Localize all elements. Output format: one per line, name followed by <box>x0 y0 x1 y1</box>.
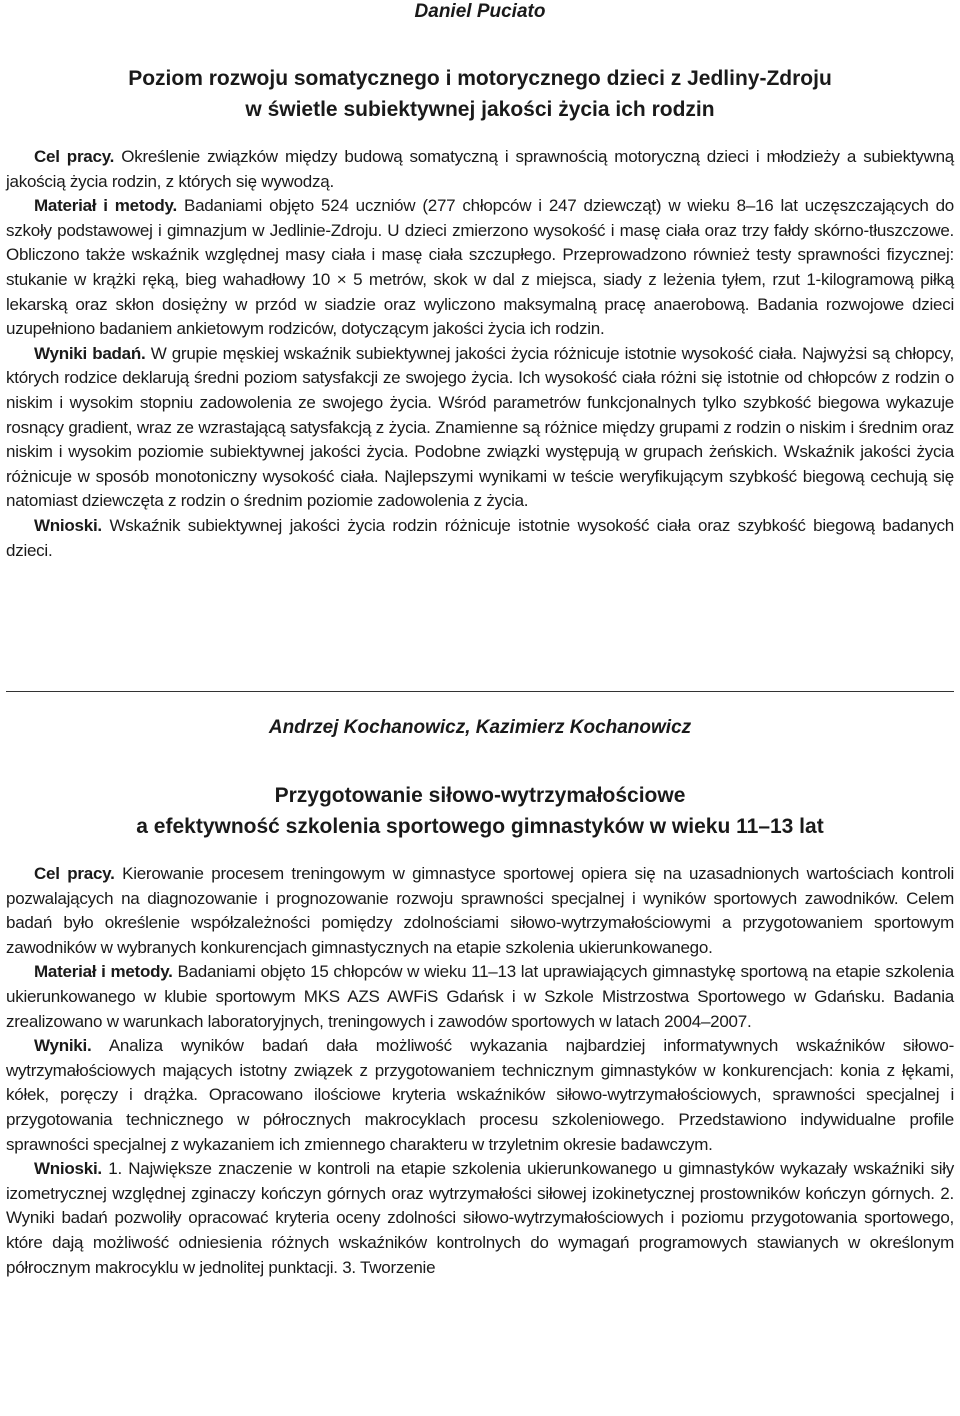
article2-title-line1: Przygotowanie siłowo-wytrzymałościowe <box>274 784 686 807</box>
section-text: Badaniami objęto 15 chłopców w wieku 11–13 lat uprawiających gimnastykę sportową na etapie szkolenia ukierunkowanego w klubie sportowym MKS AZS AWFiS Gdańsk i w Szkole Mistrzostwa Sportowego w Gdańsku. Badania zrealizowano w warunkach laboratoryjnych, treningowych i zawodów sportowych w latach 2004–2007. <box>6 962 954 1031</box>
article2-title-line2: a efektywność szkolenia sportowego gimnastyków w wieku 11–13 lat <box>136 815 824 838</box>
article2-author: Andrzej Kochanowicz, Kazimierz Kochanowicz <box>268 717 692 738</box>
article1-section-aim <box>6 145 954 194</box>
article1-title <box>0 63 960 125</box>
article2-title <box>0 780 960 842</box>
section-text: Analiza wyników badań dała możliwość wykazania najbardziej informatywnych wskaźników siłowo-wytrzymałościowych mających istotny związek z przygotowaniem technicznym gimnastyków w konkurencjach: konia z łękami, kółek, poręczy i drążka. Opracowano ilościowe kryteria wskaźników siłowo-wytrzymałościowych, sprawności specjalnej i przygotowania technicznego w półrocznych makrocyklach procesu szkoleniowego. Przedstawiono indywidualne profile sprawności specjalnej z wykazaniem ich zmiennego charakteru w trzyletnim okresie badawczym. <box>6 1036 954 1154</box>
article1-title-line1: Poziom rozwoju somatycznego i motorycznego dzieci z Jedliny-Zdroju <box>128 67 832 90</box>
section-label: Cel pracy. <box>34 147 115 166</box>
section-label: Wnioski. <box>34 1159 102 1179</box>
section-text: Określenie związków między budową somatyczną i sprawnością motoryczną dzieci i młodzieży a subiektywną jakością życia rodzin, z których się wywodzą. <box>6 147 954 191</box>
article2-section-methods <box>6 960 954 1034</box>
article2-abstract <box>6 862 954 1280</box>
section-text: W grupie męskiej wskaźnik subiektywnej jakości życia różnicuje istotnie wysokość ciała. Najwyżsi są chłopcy, których rodzice deklarują średni poziom satysfakcji ze swojego życia. Ich wysokość ciała różni się istotnie od chłopców z rodzin o niskim i wysokim stopniu zadowolenia ze swojego życia. Wśród parametrów funkcjonalnych tylko szybkość biegowa wykazuje rosnący gradient, wraz ze wzrastającą satysfakcją z życia. Znamienne są różnice między grupami z rodzin o niskim i średnim oraz niskim i wysokim poziomie subiektywnej jakości życia. Podobne związki występują w grupach żeńskich. Wskaźnik jakości życia różnicuje w sposób monotoniczny wysokość ciała. Najlepszymi wynikami w teście weryfikującym szybkość biegową cechują się natomiast dziewczęta z rodzin o średnim poziomie zadowolenia z życia. <box>6 343 954 511</box>
article2-section-conclusions <box>6 1157 954 1280</box>
section-label: Cel pracy. <box>34 864 115 883</box>
article1-section-conclusions <box>6 514 954 563</box>
section-label: Materiał i metody. <box>34 962 173 982</box>
article1-abstract <box>6 145 954 563</box>
section-text: 1. Największe znaczenie w kontroli na etapie szkolenia ukierunkowanego u gimnastyków wykazały wskaźniki siły izometrycznej względnej zginaczy kończyn górnych oraz wytrzymałości siłowej izokinetycznej prostowników kończyn górnych. 2. Wyniki badań pozwoliły opracować kryteria oceny zdolności siłowo-wytrzymałościowych i poziomu przygotowania sportowego, które dają możliwość odniesienia różnych wskaźników kontrolnych do wymagań programowych stawianych w określonym półrocznym makrocyklu w jednolitej punktacji. 3. Tworzenie <box>6 1159 954 1277</box>
article1-section-methods <box>6 194 954 342</box>
article2-section-results <box>6 1034 954 1157</box>
section-text: Wskaźnik subiektywnej jakości życia rodzin różnicuje istotnie wysokość ciała oraz szybkość biegową badanych dzieci. <box>6 515 954 560</box>
section-label: Wyniki. <box>34 1036 92 1056</box>
article1-section-results <box>6 342 954 514</box>
article1-title-line2: w świetle subiektywnej jakości życia ich rodzin <box>245 98 715 121</box>
section-text: Kierowanie procesem treningowym w gimnastyce sportowej opiera się na uzasadnionych wartościach kontroli pozwalających na diagnozowanie i prognozowanie rozwoju sprawności specjalnej i wyników sportowych zawodników. Celem badań było określenie współzależności pomiędzy zdolnościami siłowo-wytrzymałościowymi a przygotowaniem sportowym zawodników w wybranych konkurencjach gimnastycznych na etapie szkolenia ukierunkowanego. <box>6 864 954 957</box>
article-divider <box>6 691 954 692</box>
section-text: Badaniami objęto 524 uczniów (277 chłopców i 247 dziewcząt) w wieku 8–16 lat uczęszczających do szkoły podstawowej i gimnazjum w Jedlinie-Zdroju. U dzieci zmierzono wysokość i masę ciała oraz trzy fałdy skórno-tłuszczowe. Obliczono także wskaźnik względnej masy ciała i masę ciała szczupłego. Przeprowadzono również testy sprawności fizycznej: stukanie w krążki ręką, bieg wahadłowy 10 × 5 metrów, skok w dal z miejsca, siady z leżenia tyłem, rzut 1-kilogramową piłką lekarską oraz skłon dosiężny w przód w siadzie oraz wyliczono maksymalną pracę anaerobową. Badania rozwojowe dzieci uzupełniono badaniem ankietowym rodziców, dotyczącym jakości życia ich rodzin. <box>6 196 954 339</box>
section-label: Materiał i metody. <box>34 196 177 216</box>
article2-section-aim <box>6 862 954 960</box>
section-label: Wnioski. <box>34 515 102 535</box>
section-label: Wyniki badań. <box>34 343 146 363</box>
article1-author: Daniel Puciato <box>414 1 546 22</box>
